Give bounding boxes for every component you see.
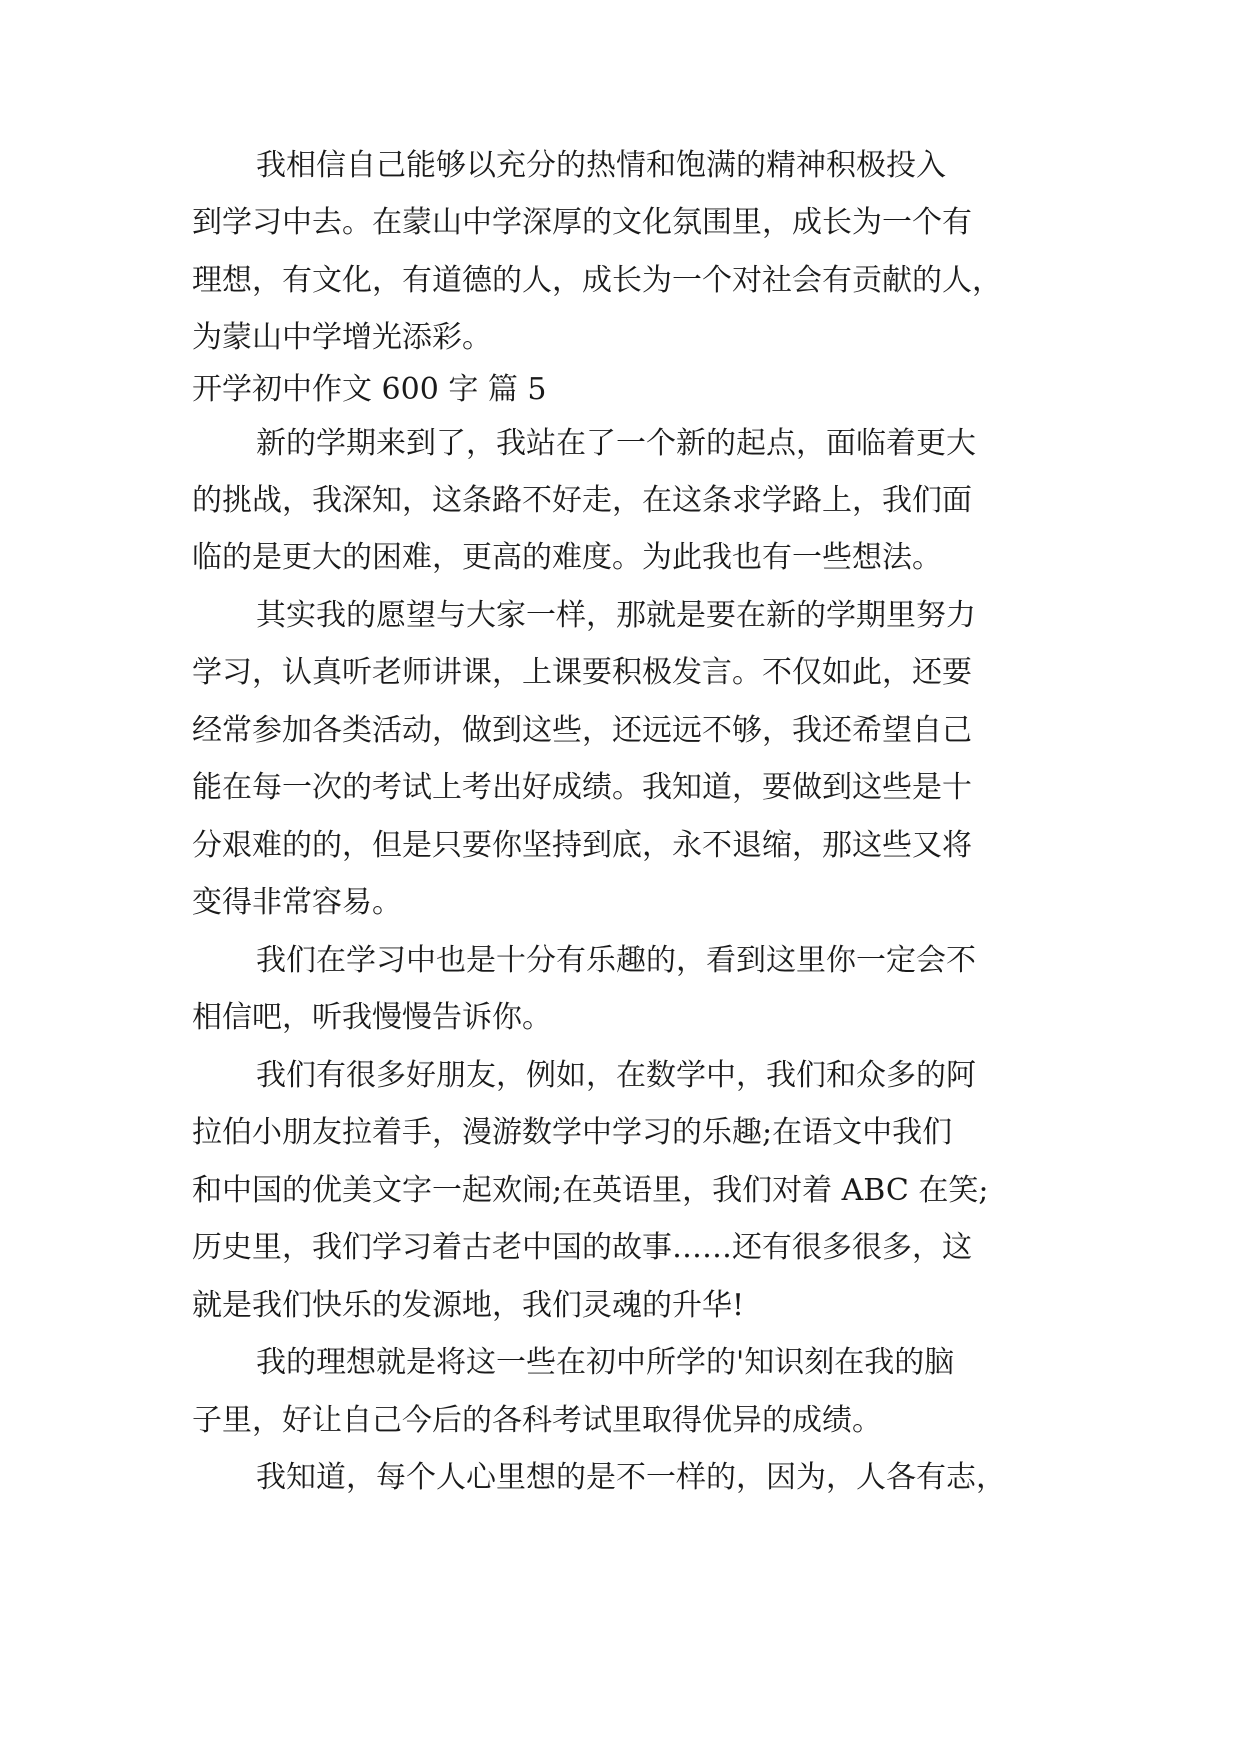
- paragraph-line: 我相信自己能够以充分的热情和饱满的精神积极投入: [256, 148, 946, 183]
- paragraph-line: 分艰难的的，但是只要你坚持到底，永不退缩，那这些又将: [192, 828, 972, 863]
- paragraph-line: 我知道，每个人心里想的是不一样的，因为，人各有志，: [256, 1460, 1006, 1495]
- paragraph-line: 我的理想就是将这一些在初中所学的'知识刻在我的脑: [256, 1345, 955, 1380]
- paragraph-line: 子里，好让自己今后的各科考试里取得优异的成绩。: [192, 1403, 882, 1438]
- paragraph-line: 临的是更大的困难，更高的难度。为此我也有一些想法。: [192, 540, 942, 575]
- paragraph-line: 和中国的优美文字一起欢闹;在英语里，我们对着 ABC 在笑;: [192, 1173, 989, 1208]
- paragraph-line: 到学习中去。在蒙山中学深厚的文化氛围里，成长为一个有: [192, 205, 972, 240]
- paragraph-line: 历史里，我们学习着古老中国的故事……还有很多很多，这: [192, 1230, 972, 1265]
- paragraph-line: 相信吧，听我慢慢告诉你。: [192, 1000, 552, 1035]
- paragraph-line: 新的学期来到了，我站在了一个新的起点，面临着更大: [256, 426, 976, 461]
- paragraph-line: 其实我的愿望与大家一样，那就是要在新的学期里努力: [256, 598, 976, 633]
- paragraph-line: 就是我们快乐的发源地，我们灵魂的升华!: [192, 1288, 745, 1323]
- paragraph-line: 我们有很多好朋友，例如，在数学中，我们和众多的阿: [256, 1058, 976, 1093]
- paragraph-line: 为蒙山中学增光添彩。: [192, 320, 492, 355]
- paragraph-line: 理想，有文化，有道德的人，成长为一个对社会有贡献的人，: [192, 263, 1002, 298]
- paragraph-line: 拉伯小朋友拉着手，漫游数学中学习的乐趣;在语文中我们: [192, 1115, 953, 1150]
- paragraph-line: 经常参加各类活动，做到这些，还远远不够，我还希望自己: [192, 713, 972, 748]
- paragraph-line: 学习，认真听老师讲课，上课要积极发言。不仅如此，还要: [192, 655, 972, 690]
- paragraph-line: 我们在学习中也是十分有乐趣的，看到这里你一定会不: [256, 943, 976, 978]
- paragraph-line: 的挑战，我深知，这条路不好走，在这条求学路上，我们面: [192, 483, 972, 518]
- section-heading: 开学初中作文 600 字 篇 5: [192, 372, 547, 407]
- paragraph-line: 变得非常容易。: [192, 885, 402, 920]
- paragraph-line: 能在每一次的考试上考出好成绩。我知道，要做到这些是十: [192, 770, 972, 805]
